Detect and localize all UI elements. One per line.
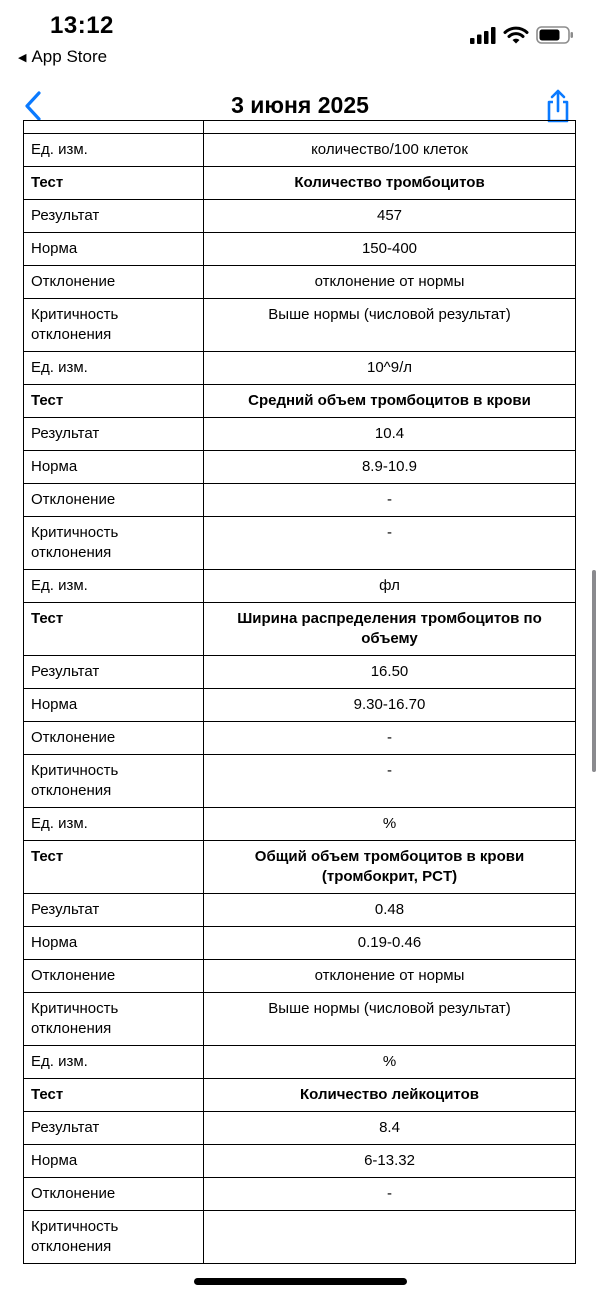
wifi-icon xyxy=(504,26,528,44)
scroll-indicator[interactable] xyxy=(592,570,596,772)
table-row xyxy=(24,927,576,960)
status-bar xyxy=(0,0,600,76)
table-row xyxy=(24,418,576,451)
row-value: - xyxy=(204,755,576,808)
row-value: 0.19-0.46 xyxy=(204,927,576,960)
row-label: Критичность отклонения xyxy=(24,993,204,1046)
back-triangle-icon: ◀ xyxy=(18,51,27,64)
row-label: Отклонение xyxy=(24,266,204,299)
table-row xyxy=(24,266,576,299)
table-row xyxy=(24,689,576,722)
row-label: Результат xyxy=(24,418,204,451)
table-row xyxy=(24,299,576,352)
table-row xyxy=(24,1145,576,1178)
row-label: Отклонение xyxy=(24,484,204,517)
row-value: 10^9/л xyxy=(204,352,576,385)
table-row xyxy=(24,200,576,233)
row-label: Норма xyxy=(24,233,204,266)
row-label: Тест xyxy=(24,385,204,418)
row-label: Результат xyxy=(24,656,204,689)
row-label: Критичность отклонения xyxy=(24,755,204,808)
row-value: % xyxy=(204,808,576,841)
row-value: отклонение от нормы xyxy=(204,960,576,993)
row-label: Тест xyxy=(24,1079,204,1112)
signal-icon xyxy=(470,27,496,44)
row-value: 10.4 xyxy=(204,418,576,451)
row-label: Результат xyxy=(24,1112,204,1145)
row-label: Критичность отклонения xyxy=(24,517,204,570)
results-content[interactable] xyxy=(23,138,577,1255)
results-table xyxy=(23,120,576,1264)
table-row xyxy=(24,134,576,167)
row-value: 9.30-16.70 xyxy=(204,689,576,722)
row-label xyxy=(24,121,204,134)
table-row xyxy=(24,352,576,385)
row-value: - xyxy=(204,722,576,755)
row-label: Норма xyxy=(24,451,204,484)
test-header-row xyxy=(24,167,576,200)
row-value: 16.50 xyxy=(204,656,576,689)
row-value: 6-13.32 xyxy=(204,1145,576,1178)
table-row xyxy=(24,233,576,266)
table-row xyxy=(24,570,576,603)
test-header-row xyxy=(24,1079,576,1112)
row-value xyxy=(204,121,576,134)
table-row xyxy=(24,517,576,570)
row-label: Ед. изм. xyxy=(24,808,204,841)
row-value: Ширина распределения тромбоцитов по объему xyxy=(204,603,576,656)
back-to-app-store-link[interactable] xyxy=(18,47,107,67)
test-header-row xyxy=(24,385,576,418)
row-value: - xyxy=(204,1178,576,1211)
row-label: Ед. изм. xyxy=(24,134,204,167)
row-value: количество/100 клеток xyxy=(204,134,576,167)
row-value: Количество лейкоцитов xyxy=(204,1079,576,1112)
row-label: Отклонение xyxy=(24,1178,204,1211)
table-row xyxy=(24,1178,576,1211)
table-row xyxy=(24,722,576,755)
row-value: - xyxy=(204,484,576,517)
row-label: Результат xyxy=(24,894,204,927)
row-label: Тест xyxy=(24,603,204,656)
row-label: Тест xyxy=(24,167,204,200)
row-value: 457 xyxy=(204,200,576,233)
home-indicator[interactable] xyxy=(194,1278,407,1285)
share-icon xyxy=(544,89,572,123)
row-label: Норма xyxy=(24,927,204,960)
table-row xyxy=(24,960,576,993)
table-row xyxy=(24,121,576,134)
row-label: Норма xyxy=(24,689,204,722)
row-value: 150-400 xyxy=(204,233,576,266)
table-row xyxy=(24,993,576,1046)
row-label: Результат xyxy=(24,200,204,233)
back-app-label: App Store xyxy=(31,47,108,66)
table-row xyxy=(24,755,576,808)
status-time: 13:12 xyxy=(50,12,114,39)
table-row xyxy=(24,1211,576,1264)
table-row xyxy=(24,656,576,689)
system-icons xyxy=(470,26,574,44)
table-row xyxy=(24,1112,576,1145)
row-value: фл xyxy=(204,570,576,603)
row-value: Средний объем тромбоцитов в крови xyxy=(204,385,576,418)
row-label: Ед. изм. xyxy=(24,570,204,603)
test-header-row xyxy=(24,603,576,656)
row-value: 0.48 xyxy=(204,894,576,927)
row-label: Отклонение xyxy=(24,960,204,993)
row-value: Выше нормы (числовой результат) xyxy=(204,993,576,1046)
table-row xyxy=(24,484,576,517)
row-label: Ед. изм. xyxy=(24,1046,204,1079)
row-value: отклонение от нормы xyxy=(204,266,576,299)
row-label: Отклонение xyxy=(24,722,204,755)
table-row xyxy=(24,1046,576,1079)
page-title: 3 июня 2025 xyxy=(231,92,369,118)
table-row xyxy=(24,894,576,927)
table-row xyxy=(24,451,576,484)
row-value: 8.9-10.9 xyxy=(204,451,576,484)
battery-icon xyxy=(536,26,574,44)
row-label: Норма xyxy=(24,1145,204,1178)
row-value: Количество тромбоцитов xyxy=(204,167,576,200)
row-label: Ед. изм. xyxy=(24,352,204,385)
table-row xyxy=(24,808,576,841)
row-value: - xyxy=(204,517,576,570)
row-value: Общий объем тромбоцитов в крови (тромбокрит, PCT) xyxy=(204,841,576,894)
row-value xyxy=(204,1211,576,1264)
row-label: Критичность отклонения xyxy=(24,299,204,352)
test-header-row xyxy=(24,841,576,894)
row-label: Тест xyxy=(24,841,204,894)
row-value: 8.4 xyxy=(204,1112,576,1145)
row-value: Выше нормы (числовой результат) xyxy=(204,299,576,352)
row-label: Критичность отклонения xyxy=(24,1211,204,1264)
row-value: % xyxy=(204,1046,576,1079)
